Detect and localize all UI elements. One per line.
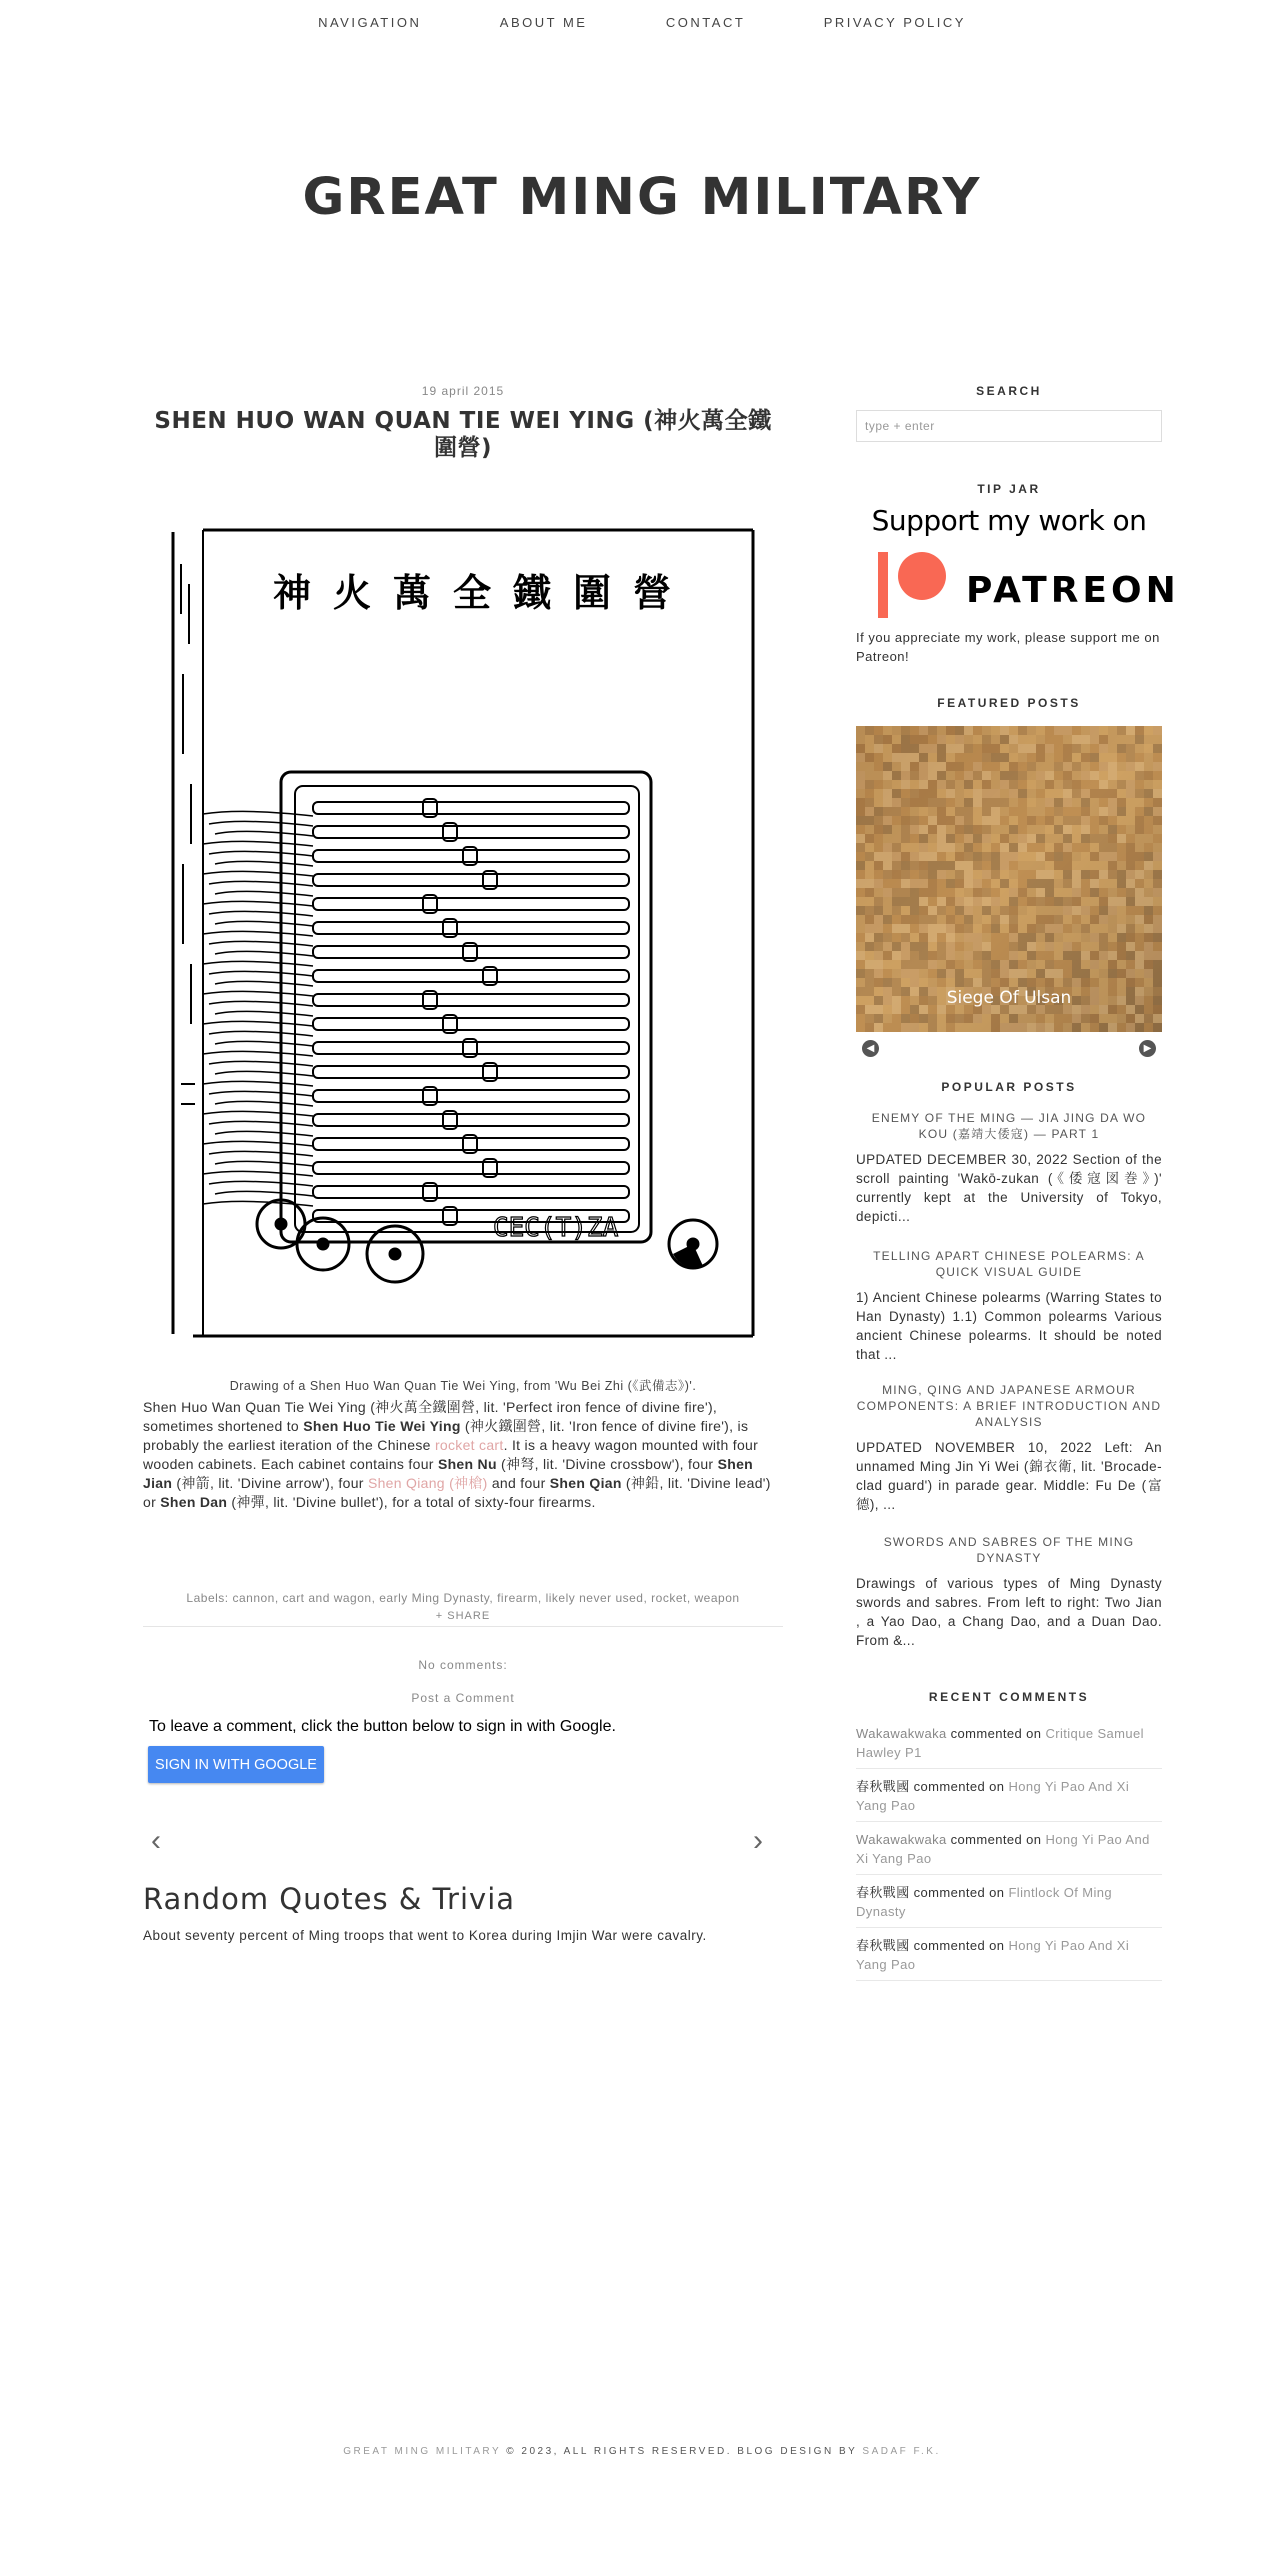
comment-post-link[interactable]: Flintlock Of Ming Dynasty xyxy=(856,1885,1113,1919)
label-link[interactable]: rocket xyxy=(651,1591,687,1605)
popular-post-title[interactable]: ENEMY OF THE MING — JIA JING DA WO KOU (嘉靖大倭寇) — PART 1 xyxy=(871,1111,1147,1141)
post-labels: Labels: cannon, cart and wagon, early Ming Dynasty, firearm, likely never used, rocket, weapon + SHARE xyxy=(186,1591,740,1622)
recent-comment xyxy=(856,1928,1162,1981)
comment-author: 春秋戰國 xyxy=(856,1779,910,1794)
body-text-segment: (神弩, lit. 'Divine crossbow'), four xyxy=(496,1456,718,1472)
labels-prefix: Labels: xyxy=(186,1591,229,1605)
figure-caption: Drawing of a Shen Huo Wan Quan Tie Wei Ying, from 'Wu Bei Zhi (《武備志》)'. xyxy=(229,1379,697,1393)
label-link[interactable]: cannon xyxy=(232,1591,275,1605)
popular-post-snippet: 1) Ancient Chinese polearms (Warring States to Han Dynasty) 1.1) Common polearms Various ancient Chinese polearms. It should be noted that ... xyxy=(856,1290,1162,1362)
patreon-banner[interactable] xyxy=(856,504,1180,624)
term-shen-nu: Shen Nu xyxy=(437,1456,497,1472)
recent-comments-widget-title: RECENT COMMENTS xyxy=(928,1690,1090,1704)
post-comment-heading: Post a Comment xyxy=(411,1691,515,1705)
quotes-text: About seventy percent of Ming troops that went to Korea during Imjin War were cavalry. xyxy=(143,1928,707,1943)
post-body xyxy=(143,1398,783,1512)
recent-comment xyxy=(856,1716,1162,1769)
post-figure xyxy=(163,524,763,1344)
previous-post-chevron-icon[interactable]: ‹ xyxy=(151,1824,161,1857)
recent-comments-list xyxy=(856,1716,1162,1981)
term-shen-qian: Shen Qian xyxy=(549,1475,622,1491)
comment-verb: commented on xyxy=(946,1832,1046,1847)
signin-instructions: To leave a comment, click the button below to sign in with Google. xyxy=(149,1718,616,1735)
quotes-title: Random Quotes & Trivia xyxy=(143,1882,516,1916)
comment-verb: commented on xyxy=(909,1885,1009,1900)
patreon-wordmark: PATREON xyxy=(966,570,1180,611)
slider-next-icon[interactable]: ▶ xyxy=(1139,1040,1156,1057)
body-text-segment: (神箭, lit. 'Divine arrow'), four xyxy=(172,1475,368,1491)
share-button[interactable]: + SHARE xyxy=(435,1610,491,1622)
label-link[interactable]: likely never used xyxy=(545,1591,644,1605)
recent-comment xyxy=(856,1769,1162,1822)
featured-post-image[interactable] xyxy=(856,726,1162,1032)
popular-post-snippet: Drawings of various types of Ming Dynasty swords and sabres. From left to right: Two Jian , a Yao Dao, a Chang Dao, and a Duan Dao. From &... xyxy=(856,1576,1162,1648)
body-text-segment: and four xyxy=(487,1475,550,1491)
body-text-segment: Shen Huo Wan Quan Tie Wei Ying (神火萬全鐵圍營, lit. 'Perfect iron fence of divine fire'), sometimes shortened to xyxy=(143,1399,718,1434)
body-text-segment: . It is a heavy wagon mounted with four wooden cabinets. Each cabinet contains four xyxy=(143,1437,759,1472)
footer-rights: © 2023, ALL RIGHTS RESERVED. BLOG DESIGN BY xyxy=(500,2446,863,2457)
label-link[interactable]: early Ming Dynasty xyxy=(379,1591,490,1605)
term-shen-dan: Shen Dan xyxy=(160,1494,228,1510)
comment-author[interactable]: Wakawakwaka xyxy=(856,1726,947,1741)
main-column xyxy=(143,384,783,1943)
rocket-wagon-drawing xyxy=(163,524,763,1344)
comment-verb: commented on xyxy=(909,1938,1009,1953)
popular-widget-title: POPULAR POSTS xyxy=(941,1080,1077,1094)
popular-post-title[interactable]: SWORDS AND SABRES OF THE MING DYNASTY xyxy=(883,1535,1135,1565)
term-shen-huo-tie-wei-ying: Shen Huo Tie Wei Ying xyxy=(303,1418,461,1434)
link-rocket-cart[interactable]: rocket cart xyxy=(434,1437,504,1453)
popular-post-item xyxy=(856,1382,1162,1514)
comment-author: 春秋戰國 xyxy=(856,1885,910,1900)
tipjar-widget-title: TIP JAR xyxy=(977,482,1041,496)
sign-in-with-google-button[interactable]: SIGN IN WITH GOOGLE xyxy=(148,1746,324,1783)
popular-post-item xyxy=(856,1534,1162,1650)
recent-comment xyxy=(856,1875,1162,1928)
body-text-segment: (神火鐵圍營, lit. 'Iron fence of divine fire'), is probably the earliest iteration of the Chinese xyxy=(143,1418,749,1453)
nav-privacy-policy[interactable]: PRIVACY POLICY xyxy=(823,15,966,30)
comment-verb: commented on xyxy=(909,1779,1009,1794)
comment-author: 春秋戰國 xyxy=(856,1938,910,1953)
slider-prev-icon[interactable]: ◀ xyxy=(862,1040,879,1057)
recent-comment xyxy=(856,1822,1162,1875)
figure-heading: 神火萬全鐵圍營 xyxy=(272,570,694,615)
footer xyxy=(0,2446,1284,2457)
link-shen-qiang[interactable]: Shen Qiang (神槍) xyxy=(367,1475,488,1491)
nav-about-me[interactable]: ABOUT ME xyxy=(499,15,588,30)
footer-designer-link[interactable]: SADAF F.K. xyxy=(862,2446,941,2457)
term-shen-jian: Shen Jian xyxy=(143,1456,754,1491)
footer-site-link[interactable]: GREAT MING MILITARY xyxy=(343,2446,501,2457)
divider xyxy=(143,1626,783,1627)
top-navigation xyxy=(0,14,1284,38)
comment-verb: commented on xyxy=(946,1726,1046,1741)
body-text-segment: (神鉛, lit. 'Divine lead') or xyxy=(143,1475,771,1510)
popular-post-item xyxy=(856,1110,1162,1226)
search-widget-title: SEARCH xyxy=(976,384,1042,398)
tip-jar-text: If you appreciate my work, please support me on Patreon! xyxy=(856,630,1160,664)
next-post-chevron-icon[interactable]: › xyxy=(753,1824,763,1857)
label-link[interactable]: cart and wagon xyxy=(282,1591,372,1605)
comment-post-link[interactable]: Hong Yi Pao And Xi Yang Pao xyxy=(856,1938,1130,1972)
popular-post-title[interactable]: TELLING APART CHINESE POLEARMS: A QUICK VISUAL GUIDE xyxy=(873,1249,1145,1279)
comment-post-link[interactable]: Hong Yi Pao And Xi Yang Pao xyxy=(856,1832,1150,1866)
popular-post-item xyxy=(856,1248,1162,1364)
patreon-support-text: Support my work on xyxy=(871,504,1147,537)
popular-post-snippet: UPDATED DECEMBER 30, 2022 Section of the scroll painting 'Wakō-zukan (《倭寇図巻》)' currently kept at the University of Tokyo, depicti... xyxy=(856,1152,1162,1224)
search-input[interactable] xyxy=(856,410,1162,442)
comment-post-link[interactable]: Hong Yi Pao And Xi Yang Pao xyxy=(856,1779,1130,1813)
post-date: 19 april 2015 xyxy=(421,384,505,398)
comment-author[interactable]: Wakawakwaka xyxy=(856,1832,947,1847)
popular-post-snippet: UPDATED NOVEMBER 10, 2022 Left: An unnamed Ming Jin Yi Wei (錦衣衛, lit. 'Brocade-clad guard') in parade gear. Middle: Fu De (富德), ... xyxy=(856,1440,1162,1512)
label-link[interactable]: weapon xyxy=(694,1591,740,1605)
site-title[interactable]: GREAT MING MILITARY xyxy=(302,168,982,227)
no-comments-label: No comments: xyxy=(418,1658,508,1672)
comment-post-link[interactable]: Critique Samuel Hawley P1 xyxy=(856,1726,1144,1760)
body-text-segment: (神彈, lit. 'Divine bullet'), for a total of sixty-four firearms. xyxy=(227,1494,596,1510)
svg-text:CEC(T)ZA: CEC(T)ZA xyxy=(493,1213,619,1243)
nav-navigation[interactable]: NAVIGATION xyxy=(318,15,422,30)
post-title[interactable]: SHEN HUO WAN QUAN TIE WEI YING (神火萬全鐵圍營) xyxy=(154,408,772,461)
siege-painting xyxy=(856,726,1162,1032)
popular-post-title[interactable]: MING, QING AND JAPANESE ARMOUR COMPONENTS: A BRIEF INTRODUCTION AND ANALYSIS xyxy=(856,1383,1162,1429)
featured-widget-title: FEATURED POSTS xyxy=(937,696,1081,710)
label-link[interactable]: firearm xyxy=(497,1591,538,1605)
featured-post-caption[interactable]: Siege Of Ulsan xyxy=(946,988,1072,1008)
sidebar xyxy=(856,384,1180,1972)
nav-contact[interactable]: CONTACT xyxy=(665,15,746,30)
